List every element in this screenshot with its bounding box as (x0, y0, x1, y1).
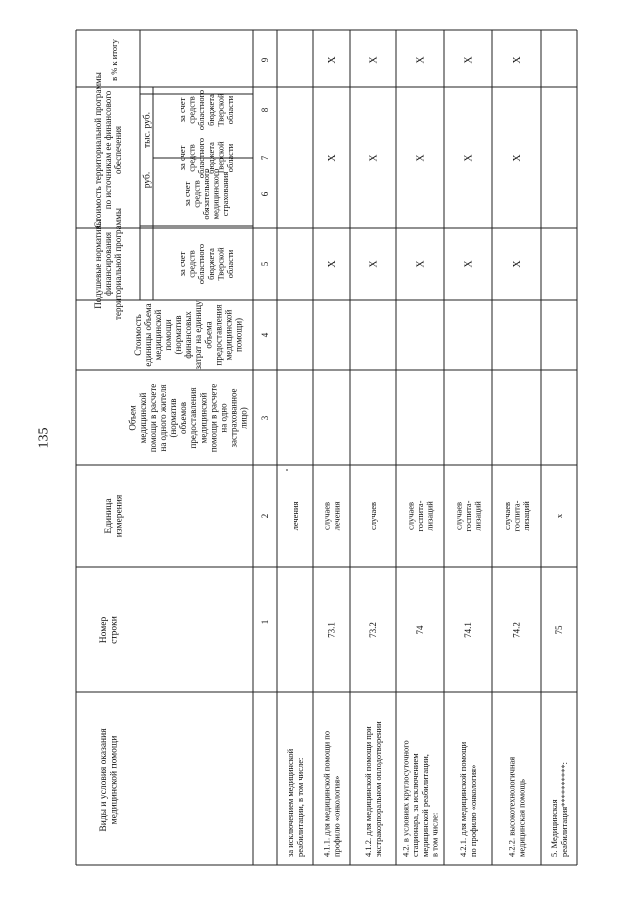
row-1-name: за исключением медицинскойреабилитации, в том числе: (285, 748, 305, 857)
row-4-c5: X (415, 260, 427, 268)
row-3-c9: X (368, 56, 380, 64)
row-6-c9: X (512, 56, 523, 64)
row-5-unit: случаевгоспита-лизаций (453, 500, 483, 532)
table-text (93, 38, 569, 857)
header-type-and-conditions: Виды и условия оказаниямедицинской помощи (99, 728, 120, 832)
row-7-unit: x (553, 513, 564, 519)
header-program-cost: Стоимость территориальной программыпо источникам ее финансовогообеспечения (93, 72, 124, 228)
row-2-c9: X (327, 56, 338, 64)
row-3-name: 4.1.2. для медицинской помощи приэкстракорпоральном оплодотворении (363, 721, 383, 857)
row-5-c9: X (463, 56, 475, 64)
row-3-unit: случаев (367, 501, 378, 531)
row-6-number: 74.2 (511, 622, 522, 638)
header-norms-mandatory-insurance: за счетсредствобязательногомедицинскогострахования (181, 168, 231, 220)
scan-speck (286, 469, 288, 471)
header-percent-of-total: в % к итогу (108, 39, 119, 81)
row-1-unit: лечения (289, 501, 300, 531)
page-number-text: 135 (36, 427, 51, 449)
column-number-1: 1 (260, 619, 271, 625)
row-4-name: 4.2. в условиях круглосуточногостационара, за исключениеммедицинской реабилитации,в том числе: (400, 740, 440, 857)
row-3-c7: X (368, 154, 380, 162)
row-4-c7: X (415, 154, 427, 162)
header-cost-regional-budget-1: за счетсредствобластногобюджетаТверскойобласти (177, 137, 235, 179)
row-2-number: 73.1 (326, 622, 337, 638)
column-number-2: 2 (260, 513, 271, 519)
row-5-name: 4.2.1. для медицинской помощипо профилю «онкология» (458, 741, 478, 857)
header-volume: Объеммедицинскойпомощи в расчетена одного жителя(нормативобъемовпредоставлениямедицинскойпомощи в расчетена однозастрахованноелицо) (127, 383, 249, 453)
column-number-9: 9 (260, 57, 271, 63)
row-5-c7: X (463, 154, 475, 162)
column-number-6: 6 (260, 191, 271, 197)
header-row-number: Номерстроки (99, 616, 120, 644)
header-norms-regional-budget: за счетсредствобластногобюджетаТверскойобласти (177, 243, 235, 285)
row-2-c5: X (327, 260, 338, 268)
header-per-capita-norms: Подушевые нормативыфинансированиятерриториальной программы (93, 208, 124, 320)
header-norms-unit: руб. (142, 171, 153, 189)
column-number-7: 7 (260, 155, 271, 161)
row-6-name: 4.2.2. высокотехнологичнаямедицинская помощь (506, 756, 527, 857)
row-4-unit: случаевгоспита-лизаций (405, 500, 435, 532)
row-6-unit: случаевгоспита-лизаций (501, 500, 531, 532)
header-unit-cost: Стоимостьединицы объемамедицинскойпомощи(нормативфинансовыхзатрат на единицуобъемапредоставлениямедицинскойпомощи) (132, 300, 244, 370)
column-number-5: 5 (260, 261, 271, 267)
row-3-number: 73.2 (368, 622, 379, 638)
row-2-unit: случаевлечения (321, 501, 342, 531)
row-4-c9: X (415, 56, 427, 64)
header-unit: Единицаизмерения (104, 494, 125, 538)
row-5-number: 74.1 (463, 622, 474, 638)
row-2-name: 4.1.1. для медицинской помощи попрофилю «онкология» (321, 730, 342, 857)
row-5-c5: X (463, 260, 475, 268)
row-4-number: 74 (415, 625, 426, 635)
row-2-c7: X (327, 154, 338, 162)
row-3-c5: X (368, 260, 380, 268)
row-6-c5: X (512, 260, 523, 268)
column-number-3: 3 (260, 415, 271, 421)
header-cost-regional-budget-2: за счетсредствобластногобюджетаТверскойобласти (177, 89, 235, 131)
column-number-4: 4 (260, 332, 271, 338)
column-number-8: 8 (260, 107, 271, 113)
row-7-number: 75 (554, 625, 565, 635)
row-7-name: 5. Медицинскаяреабилитация**********: (549, 761, 569, 857)
header-cost-unit: тыс. руб. (142, 112, 153, 148)
row-6-c7: X (512, 154, 523, 162)
